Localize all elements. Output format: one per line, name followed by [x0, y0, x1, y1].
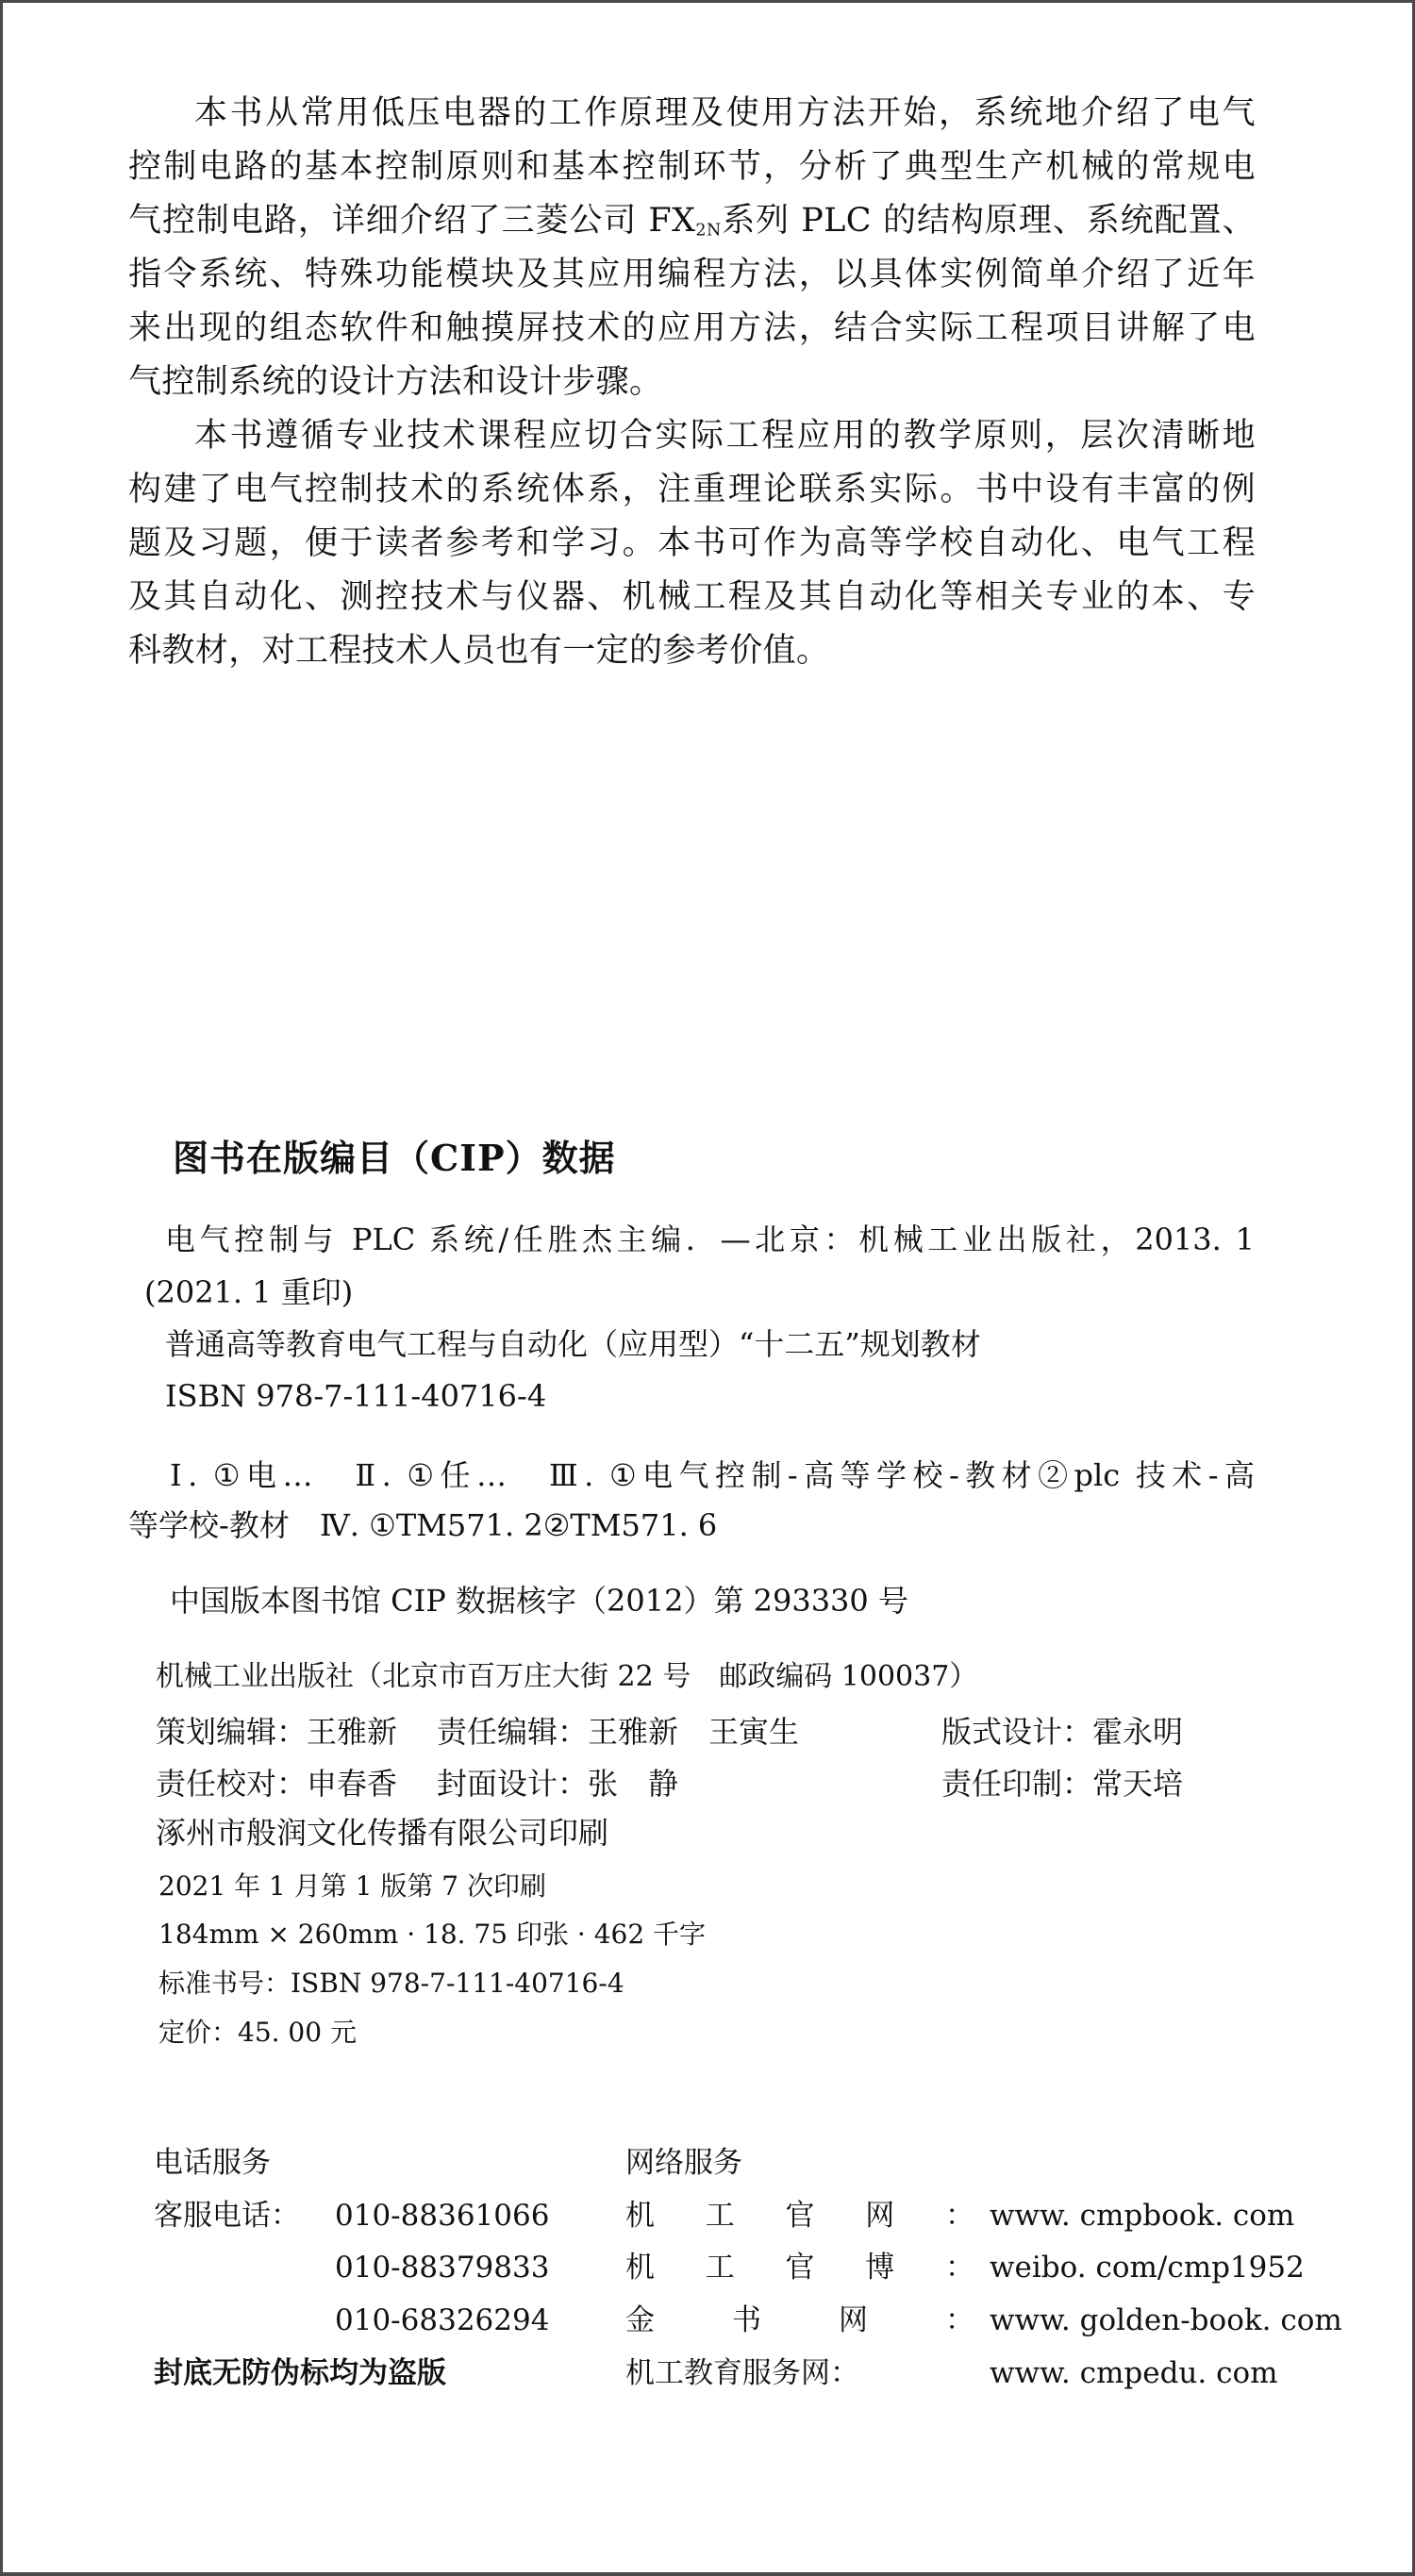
- cip-classification-line2: 等学校-教材 Ⅳ. ①TM571. 2②TM571. 6: [128, 1507, 718, 1543]
- description-p1-line4: 指令系统、特殊功能模块及其应用编程方法，以具体实例简单介绍了近年: [128, 256, 1256, 293]
- line3-after-subscript: 系列 PLC 的结构原理、系统配置、: [721, 202, 1256, 240]
- description-p1-line2: 控制电路的基本控制原则和基本控制环节，分析了典型生产机械的常规电: [128, 148, 1256, 186]
- description-p2-line4: 及其自动化、测控技术与仪器、机械工程及其自动化等相关专业的本、专: [128, 578, 1256, 616]
- phone-number-2: 010-88379833: [335, 2251, 550, 2285]
- web-label-weibo: 机工官博：: [625, 2251, 974, 2285]
- description-p1-line6: 气控制系统的设计方法和设计步骤。: [128, 363, 663, 401]
- layout-designer: 版式设计：霍永明: [941, 1714, 1184, 1750]
- anti-piracy-notice: 封底无防伪标均为盗版: [154, 2356, 446, 2390]
- phone-label: 客服电话：: [154, 2199, 300, 2233]
- print-supervisor: 责任印制：常天培: [941, 1766, 1184, 1802]
- web-url-goldenbook[interactable]: www. golden-book. com: [990, 2303, 1342, 2337]
- web-url-cmpedu[interactable]: www. cmpedu. com: [990, 2356, 1278, 2390]
- web-url-cmpbook[interactable]: www. cmpbook. com: [990, 2199, 1295, 2233]
- publisher-line: 机械工业出版社（北京市百万庄大街 22 号 邮政编码 100037）: [156, 1660, 978, 1693]
- cip-line-isbn: ISBN 978-7-111-40716-4: [165, 1378, 547, 1414]
- responsible-editor: 责任编辑：王雅新 王寅生: [437, 1714, 800, 1750]
- phone-number-3: 010-68326294: [335, 2303, 550, 2337]
- description-p1-line1: 本书从常用低压电器的工作原理及使用方法开始，系统地介绍了电气: [194, 94, 1256, 132]
- description-p1-line3: [128, 202, 1256, 241]
- cip-line-series: 普通高等教育电气工程与自动化（应用型）“十二五”规划教材: [165, 1326, 981, 1362]
- proofreader: 责任校对：申春香: [156, 1766, 398, 1802]
- web-label-goldenbook: 金书网：: [625, 2303, 974, 2337]
- line3-before-subscript: 气控制电路，详细介绍了三菱公司 FX: [128, 202, 696, 240]
- isbn-info: 标准书号：ISBN 978-7-111-40716-4: [158, 1968, 624, 1999]
- description-p2-line1: 本书遵循专业技术课程应切合实际工程应用的教学原则，层次清晰地: [194, 417, 1256, 455]
- phone-number-1: 010-88361066: [335, 2199, 550, 2233]
- description-p2-line2: 构建了电气控制技术的系统体系，注重理论联系实际。书中设有丰富的例: [128, 471, 1256, 508]
- cip-title: 图书在版编目（CIP）数据: [173, 1137, 616, 1179]
- cip-classification-line1: Ⅰ. ①电… Ⅱ. ①任… Ⅲ. ①电气控制-高等学校-教材②plc 技术-高: [170, 1457, 1255, 1493]
- format-info: 184mm × 260mm · 18. 75 印张 · 462 千字: [158, 1919, 707, 1950]
- price-info: 定价：45. 00 元: [158, 2017, 357, 2048]
- web-url-weibo[interactable]: weibo. com/cmp1952: [990, 2251, 1305, 2285]
- web-label-cmpedu: 机工教育服务网：: [625, 2356, 859, 2390]
- printer-company: 涿州市般润文化传播有限公司印刷: [156, 1815, 609, 1851]
- cip-line-title-author: 电气控制与 PLC 系统/任胜杰主编．—北京：机械工业出版社，2013. 1: [165, 1222, 1255, 1257]
- description-p2-line3: 题及习题，便于读者参考和学习。本书可作为高等学校自动化、电气工程: [128, 524, 1256, 562]
- cip-number: 中国版本图书馆 CIP 数据核字（2012）第 293330 号: [170, 1583, 908, 1619]
- cip-line-reprint: (2021. 1 重印): [144, 1274, 354, 1310]
- description-p1-line5: 来出现的组态软件和触摸屏技术的应用方法，结合实际工程项目讲解了电: [128, 309, 1256, 347]
- planning-editor: 策划编辑：王雅新: [156, 1714, 398, 1750]
- edition-info: 2021 年 1 月第 1 版第 7 次印刷: [158, 1870, 547, 1902]
- web-label-cmpbook: 机工官网：: [625, 2199, 974, 2233]
- phone-service-header: 电话服务: [154, 2146, 271, 2180]
- cover-designer: 封面设计：张 静: [437, 1766, 679, 1802]
- fx2n-subscript: 2N: [695, 221, 722, 241]
- description-p2-line5: 科教材，对工程技术人员也有一定的参考价值。: [128, 632, 830, 670]
- web-service-header: 网络服务: [625, 2146, 742, 2180]
